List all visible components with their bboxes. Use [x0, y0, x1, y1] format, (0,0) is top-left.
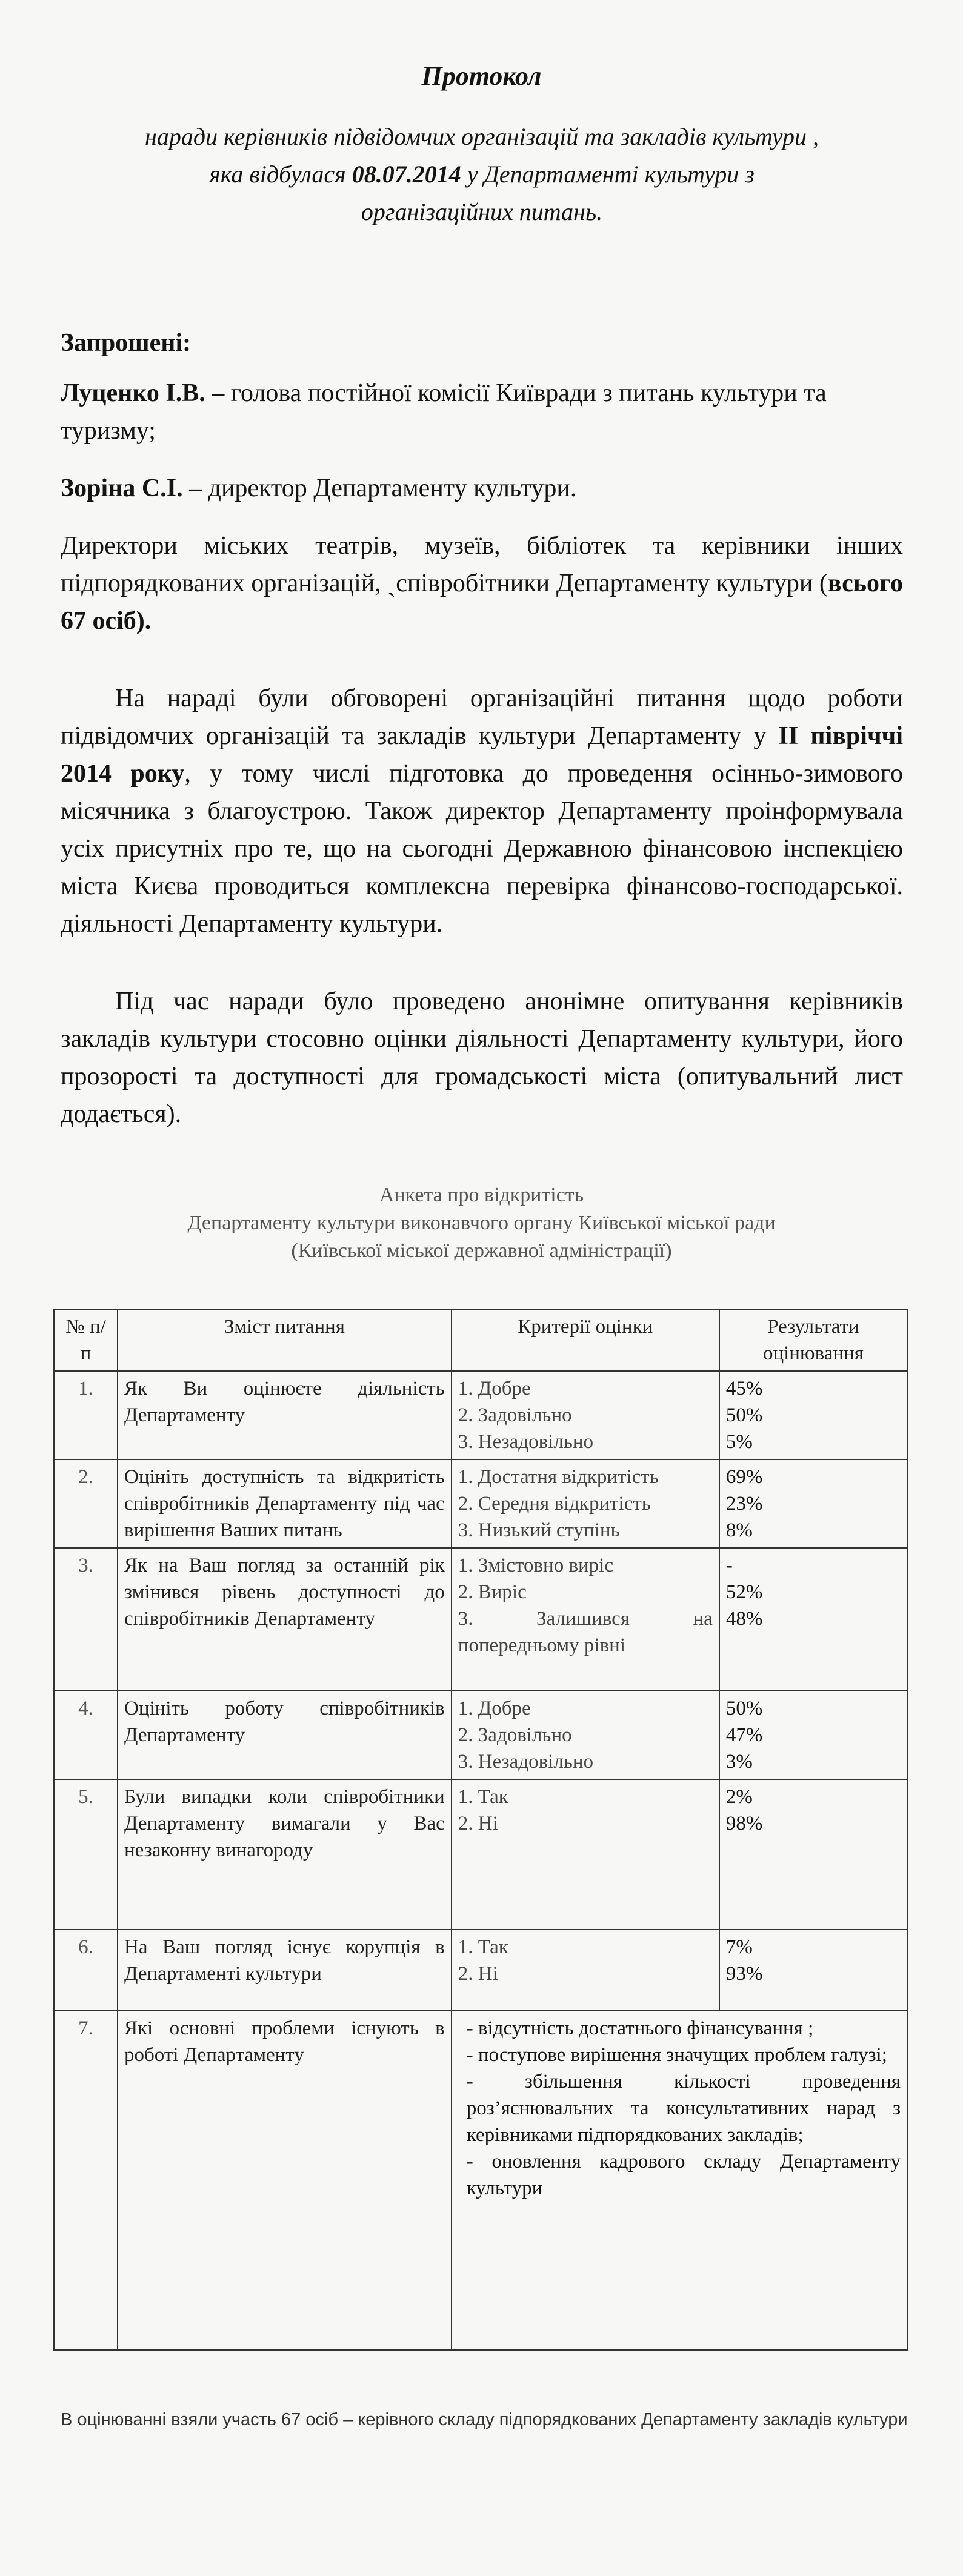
header-num: № п/п	[54, 1309, 118, 1371]
criterion: 2. Задовільно	[458, 1404, 572, 1426]
problem-item: - відсутність достатнього фінансування ;	[466, 2017, 814, 2039]
row-num: 3.	[54, 1548, 118, 1691]
criterion: 2. Виріс	[458, 1581, 527, 1603]
row-problems	[452, 2011, 907, 2350]
header-question: Зміст питання	[118, 1309, 452, 1371]
row-question: Були випадки коли співробітники Департаменту вимагали у Вас незаконну винагороду	[118, 1779, 452, 1930]
row-criteria	[452, 1371, 719, 1459]
result-value: 3%	[725, 1751, 753, 1773]
table-row	[54, 1691, 907, 1779]
person-1-role: – голова постійної комісії Київради з питань культури та туризму;	[61, 379, 827, 445]
table-row	[54, 1930, 907, 2011]
row-results	[719, 1779, 907, 1930]
row-results	[719, 1691, 907, 1779]
result-value: 47%	[725, 1724, 763, 1746]
document-subtitle	[73, 118, 891, 231]
criterion: 1. Достатня відкритість	[458, 1466, 659, 1488]
row-results	[719, 1459, 907, 1548]
row-criteria	[452, 1691, 719, 1779]
person-2-role: – директор Департаменту культури.	[182, 474, 577, 502]
result-value: 50%	[725, 1698, 763, 1719]
row-results	[719, 1371, 907, 1459]
invited-person-1	[61, 374, 903, 450]
result-value: 98%	[725, 1813, 763, 1834]
criterion: 1. Змістовно виріс	[458, 1555, 613, 1576]
table-row	[54, 2011, 907, 2350]
result-value: 5%	[725, 1431, 753, 1453]
survey-title-line-1: Анкета про відкритість	[379, 1184, 584, 1206]
subtitle-text-a: яка відбулася	[209, 161, 346, 188]
criterion: 1. Так	[458, 1936, 508, 1958]
row-num: 4.	[54, 1691, 118, 1779]
row-results	[719, 1548, 907, 1691]
result-value: 69%	[725, 1466, 763, 1488]
paragraph-1-period: ІІ півріччі 2014 року	[61, 722, 903, 788]
row-question: Оцініть доступність та відкритість співробітників Департаменту під час вирішення Ваших питань	[118, 1459, 452, 1548]
invited-person-2	[61, 470, 903, 507]
criterion: 2. Ні	[458, 1813, 498, 1834]
row-results	[719, 1930, 907, 2011]
row-num: 6.	[54, 1930, 118, 2011]
table-row	[54, 1371, 907, 1459]
result-value: 48%	[725, 1608, 763, 1630]
body-paragraph-2: Під час наради було проведено анонімне опитування керівників закладів культури стосовно оцінки діяльності Департаменту культури, його прозорості та доступності для громадськості міста (опитувальний лист додається).	[61, 988, 903, 1128]
row-criteria	[452, 1459, 719, 1548]
result-value: 45%	[725, 1378, 763, 1399]
document-title: Протокол	[421, 61, 542, 91]
meeting-date: 08.07.2014	[352, 161, 461, 188]
table-row	[54, 1779, 907, 1930]
row-num: 1.	[54, 1371, 118, 1459]
result-value: 52%	[725, 1581, 763, 1603]
criterion: 3. Незадовільно	[458, 1431, 594, 1453]
person-1-name: Луценко І.В.	[61, 379, 205, 407]
paragraph-1-text-b: , у тому числі підготовка до проведення осінньо-зимового місячника з благоустрою. Також директор Департаменту проінформувала усіх присутніх про те, що на сьогодні Державною фінансовою інспекцією міста Києва проводиться комплексна перевірка фінансово-господарської. діяльності Департаменту культури.	[61, 760, 903, 938]
criterion: 3. Низький ступінь	[458, 1519, 620, 1541]
table-row	[54, 1548, 907, 1691]
criterion: 3. Залишився на попередньому рівні	[458, 1608, 713, 1656]
footnote: В оцінюванні взяли участь 67 осіб – керівного складу підпорядкованих Департаменту закладів культури	[61, 2410, 908, 2429]
problem-item: - збільшення кількості проведення роз’яснювальних та консультативних нарад з керівниками підпорядкованих закладів;	[466, 2071, 901, 2146]
subtitle-line-3: організаційних питань.	[361, 198, 603, 225]
others-text: Директори міських театрів, музеїв, бібліотек та керівники інших підпорядкованих організацій, ˎспівробітники Департаменту культури (	[61, 532, 903, 597]
criterion: 1. Добре	[458, 1378, 531, 1399]
table-row	[54, 1459, 907, 1548]
row-question: Оцініть роботу співробітників Департаменту	[118, 1691, 452, 1779]
criterion: 2. Середня відкритість	[458, 1493, 651, 1515]
row-criteria	[452, 1930, 719, 2011]
subtitle-line-1: наради керівників підвідомчих організацій та закладів культури ,	[145, 123, 819, 150]
table-header-row	[54, 1309, 907, 1371]
header-criteria: Критерії оцінки	[452, 1309, 719, 1371]
row-num: 5.	[54, 1779, 118, 1930]
result-value: 7%	[725, 1936, 753, 1958]
paragraph-1-text-a: На нараді були обговорені організаційні питання щодо роботи підвідомчих організацій та закладів культури Департаменту у	[61, 685, 903, 750]
result-value: 2%	[725, 1786, 753, 1808]
result-value: 23%	[725, 1493, 763, 1515]
body-paragraph-1	[61, 680, 903, 943]
survey-title-line-3: (Київської міської державної адміністрації)	[291, 1240, 672, 1262]
row-question: Які основні проблеми існують в роботі Департаменту	[118, 2011, 452, 2350]
result-value: 50%	[725, 1404, 763, 1426]
criterion: 1. Добре	[458, 1698, 531, 1719]
invited-others	[61, 527, 903, 640]
header-results: Результати оцінювання	[719, 1309, 907, 1371]
row-criteria	[452, 1779, 719, 1930]
survey-title	[0, 1181, 963, 1265]
others-count: всього 67 осіб).	[61, 569, 903, 635]
invited-heading: Запрошені:	[61, 329, 192, 357]
row-num: 7.	[54, 2011, 118, 2350]
survey-title-line-2: Департаменту культури виконавчого органу Київської міської ради	[187, 1212, 776, 1234]
row-question: Як на Ваш погляд за останній рік змінився рівень доступності до співробітників Департаменту	[118, 1548, 452, 1691]
result-value: 93%	[725, 1963, 763, 1985]
row-num: 2.	[54, 1459, 118, 1548]
result-value: -	[725, 1555, 733, 1576]
survey-table	[53, 1309, 908, 2351]
person-2-name: Зоріна С.І.	[61, 474, 183, 502]
criterion: 2. Ні	[458, 1963, 498, 1985]
row-criteria	[452, 1548, 719, 1691]
problem-item: - оновлення кадрового складу Департаменту культури	[466, 2151, 901, 2199]
criterion: 3. Незадовільно	[458, 1751, 594, 1773]
criterion: 1. Так	[458, 1786, 508, 1808]
result-value: 8%	[725, 1519, 753, 1541]
problem-item: - поступове вирішення значущих проблем галузі;	[466, 2044, 887, 2066]
row-question: На Ваш погляд існує корупція в Департаменті культури	[118, 1930, 452, 2011]
criterion: 2. Задовільно	[458, 1724, 572, 1746]
row-question: Як Ви оцінюєте діяльність Департаменту	[118, 1371, 452, 1459]
subtitle-text-b: у Департаменті культури з	[467, 161, 755, 188]
subtitle-line-2	[73, 156, 891, 193]
